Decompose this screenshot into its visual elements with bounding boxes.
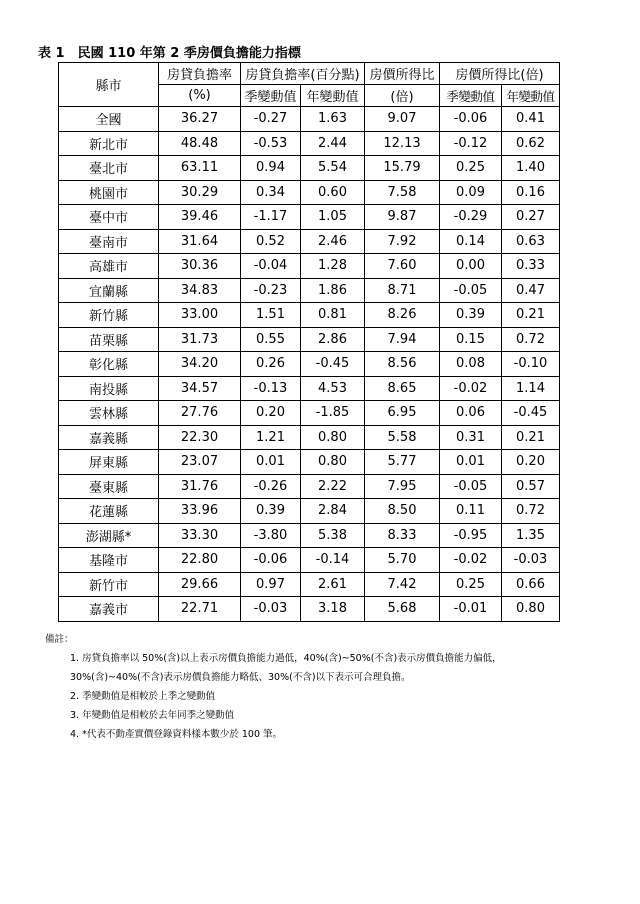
cell-mortgage-ratio: 34.20: [159, 352, 241, 377]
table-row: [59, 229, 560, 254]
cell-mortgage-qoq: 0.55: [241, 327, 301, 352]
note-item: 1. 房貸負擔率以 50%(含)以上表示房價負擔能力過低，40%(含)~50%(不含)表示房價負擔能力偏低，: [70, 653, 502, 664]
cell-pir-yoy: 0.72: [502, 327, 560, 352]
cell-mortgage-yoy: 0.80: [301, 425, 365, 450]
cell-mortgage-yoy: 1.86: [301, 278, 365, 303]
cell-pir: 7.60: [365, 254, 440, 279]
cell-mortgage-ratio: 31.76: [159, 474, 241, 499]
cell-pir-yoy: 0.21: [502, 303, 560, 328]
table-row: [59, 523, 560, 548]
notes-list: [45, 649, 502, 744]
cell-mortgage-ratio: 22.30: [159, 425, 241, 450]
cell-mortgage-yoy: -0.45: [301, 352, 365, 377]
cell-region: 全國: [59, 107, 159, 132]
cell-pir: 7.42: [365, 572, 440, 597]
cell-pir: 5.58: [365, 425, 440, 450]
cell-mortgage-ratio: 31.64: [159, 229, 241, 254]
cell-mortgage-yoy: 2.22: [301, 474, 365, 499]
table-row: [59, 107, 560, 132]
cell-pir-qoq: -0.29: [440, 205, 502, 230]
cell-region: 南投縣: [59, 376, 159, 401]
cell-region: 花蓮縣: [59, 499, 159, 524]
cell-pir: 7.92: [365, 229, 440, 254]
cell-pir: 6.95: [365, 401, 440, 426]
cell-mortgage-yoy: -0.14: [301, 548, 365, 573]
cell-pir-yoy: 0.33: [502, 254, 560, 279]
cell-pir-yoy: 0.16: [502, 180, 560, 205]
cell-mortgage-ratio: 34.57: [159, 376, 241, 401]
cell-mortgage-qoq: -0.23: [241, 278, 301, 303]
cell-mortgage-qoq: 0.20: [241, 401, 301, 426]
cell-mortgage-qoq: -0.13: [241, 376, 301, 401]
cell-pir-yoy: 0.21: [502, 425, 560, 450]
cell-pir-qoq: 0.09: [440, 180, 502, 205]
table-row: [59, 180, 560, 205]
cell-mortgage-yoy: 2.61: [301, 572, 365, 597]
cell-mortgage-ratio: 22.80: [159, 548, 241, 573]
table-row: [59, 303, 560, 328]
cell-mortgage-ratio: 63.11: [159, 156, 241, 181]
cell-mortgage-qoq: -0.26: [241, 474, 301, 499]
cell-pir-qoq: 0.25: [440, 572, 502, 597]
cell-region: 苗栗縣: [59, 327, 159, 352]
cell-mortgage-yoy: 2.46: [301, 229, 365, 254]
cell-mortgage-ratio: 30.36: [159, 254, 241, 279]
table-row: [59, 156, 560, 181]
cell-pir: 5.70: [365, 548, 440, 573]
cell-mortgage-ratio: 36.27: [159, 107, 241, 132]
cell-pir: 12.13: [365, 131, 440, 156]
cell-mortgage-qoq: -0.27: [241, 107, 301, 132]
cell-mortgage-ratio: 33.30: [159, 523, 241, 548]
cell-pir-qoq: -0.02: [440, 548, 502, 573]
cell-mortgage-qoq: -0.53: [241, 131, 301, 156]
cell-region: 宜蘭縣: [59, 278, 159, 303]
cell-pir: 7.58: [365, 180, 440, 205]
cell-pir-yoy: 0.41: [502, 107, 560, 132]
note-item: 3. 年變動值是相較於去年同季之變動值: [70, 710, 235, 721]
cell-pir-yoy: 0.66: [502, 572, 560, 597]
cell-pir: 9.87: [365, 205, 440, 230]
affordability-table: [58, 62, 560, 622]
cell-mortgage-yoy: 0.80: [301, 450, 365, 475]
cell-pir-yoy: 0.27: [502, 205, 560, 230]
cell-pir-qoq: -0.95: [440, 523, 502, 548]
cell-mortgage-qoq: 0.26: [241, 352, 301, 377]
table-row: [59, 450, 560, 475]
cell-pir: 5.77: [365, 450, 440, 475]
table-row: [59, 572, 560, 597]
table-row: [59, 254, 560, 279]
cell-region: 臺南市: [59, 229, 159, 254]
cell-pir-qoq: -0.05: [440, 278, 502, 303]
cell-pir: 9.07: [365, 107, 440, 132]
cell-mortgage-ratio: 34.83: [159, 278, 241, 303]
cell-pir-qoq: 0.11: [440, 499, 502, 524]
table-row: [59, 131, 560, 156]
cell-pir-yoy: 0.47: [502, 278, 560, 303]
cell-region: 新竹市: [59, 572, 159, 597]
cell-mortgage-ratio: 33.00: [159, 303, 241, 328]
header-pir-yoy: 年變動值: [502, 85, 560, 107]
cell-mortgage-yoy: 1.63: [301, 107, 365, 132]
cell-region: 嘉義市: [59, 597, 159, 622]
cell-pir-yoy: 0.57: [502, 474, 560, 499]
cell-region: 高雄市: [59, 254, 159, 279]
table-row: [59, 205, 560, 230]
header-mortgage-unit: (%): [159, 85, 241, 107]
cell-mortgage-ratio: 22.71: [159, 597, 241, 622]
cell-pir: 5.68: [365, 597, 440, 622]
table-row: [59, 352, 560, 377]
cell-pir: 7.95: [365, 474, 440, 499]
table-body: [59, 107, 560, 622]
cell-region: 臺北市: [59, 156, 159, 181]
table-row: [59, 425, 560, 450]
header-mortgage-yoy: 年變動值: [301, 85, 365, 107]
cell-mortgage-yoy: 3.18: [301, 597, 365, 622]
table-row: [59, 327, 560, 352]
header-pir: 房價所得比: [365, 63, 440, 85]
cell-pir-qoq: 0.00: [440, 254, 502, 279]
cell-mortgage-qoq: -0.04: [241, 254, 301, 279]
cell-mortgage-yoy: -1.85: [301, 401, 365, 426]
note-item: 2. 季變動值是相較於上季之變動值: [70, 691, 216, 702]
cell-pir-yoy: 0.72: [502, 499, 560, 524]
cell-mortgage-ratio: 33.96: [159, 499, 241, 524]
cell-pir-qoq: 0.14: [440, 229, 502, 254]
notes-label: 備註：: [45, 634, 74, 645]
cell-mortgage-qoq: 0.01: [241, 450, 301, 475]
table-row: [59, 278, 560, 303]
cell-pir: 8.50: [365, 499, 440, 524]
cell-pir-yoy: 1.35: [502, 523, 560, 548]
table-row: [59, 597, 560, 622]
cell-pir: 8.71: [365, 278, 440, 303]
cell-mortgage-ratio: 31.73: [159, 327, 241, 352]
cell-mortgage-qoq: 0.52: [241, 229, 301, 254]
header-mortgage-qoq: 季變動值: [241, 85, 301, 107]
cell-pir-qoq: 0.15: [440, 327, 502, 352]
cell-pir-qoq: 0.01: [440, 450, 502, 475]
cell-mortgage-yoy: 1.28: [301, 254, 365, 279]
notes-section: [45, 630, 502, 744]
cell-pir: 7.94: [365, 327, 440, 352]
cell-region: 澎湖縣*: [59, 523, 159, 548]
note-item: 4. *代表不動產實價登錄資料樣本數少於 100 筆。: [70, 729, 283, 740]
cell-pir-qoq: 0.08: [440, 352, 502, 377]
cell-mortgage-ratio: 27.76: [159, 401, 241, 426]
cell-mortgage-yoy: 4.53: [301, 376, 365, 401]
cell-mortgage-qoq: -1.17: [241, 205, 301, 230]
cell-mortgage-yoy: 5.54: [301, 156, 365, 181]
cell-region: 嘉義縣: [59, 425, 159, 450]
table-row: [59, 401, 560, 426]
cell-region: 臺東縣: [59, 474, 159, 499]
cell-pir-qoq: -0.05: [440, 474, 502, 499]
cell-region: 屏東縣: [59, 450, 159, 475]
cell-pir-qoq: -0.01: [440, 597, 502, 622]
cell-pir: 8.33: [365, 523, 440, 548]
cell-mortgage-yoy: 0.60: [301, 180, 365, 205]
cell-pir-yoy: -0.45: [502, 401, 560, 426]
cell-mortgage-qoq: -0.06: [241, 548, 301, 573]
cell-mortgage-qoq: 0.39: [241, 499, 301, 524]
header-pir-unit: (倍): [365, 85, 440, 107]
cell-mortgage-qoq: -0.03: [241, 597, 301, 622]
table-title: 表 1 民國 110 年第 2 季房價負擔能力指標: [38, 46, 301, 61]
header-mortgage-ratio: 房貸負擔率: [159, 63, 241, 85]
cell-pir: 8.26: [365, 303, 440, 328]
header-region: 縣市: [59, 63, 159, 107]
cell-pir-qoq: 0.06: [440, 401, 502, 426]
cell-mortgage-qoq: -3.80: [241, 523, 301, 548]
cell-pir-yoy: 1.40: [502, 156, 560, 181]
cell-pir-yoy: 0.20: [502, 450, 560, 475]
cell-mortgage-qoq: 1.51: [241, 303, 301, 328]
cell-mortgage-ratio: 39.46: [159, 205, 241, 230]
cell-pir-qoq: 0.25: [440, 156, 502, 181]
cell-mortgage-yoy: 2.86: [301, 327, 365, 352]
cell-mortgage-qoq: 0.97: [241, 572, 301, 597]
header-pir-change: 房價所得比(倍): [440, 63, 560, 85]
cell-pir-qoq: 0.31: [440, 425, 502, 450]
cell-region: 桃園市: [59, 180, 159, 205]
cell-mortgage-ratio: 30.29: [159, 180, 241, 205]
cell-pir-qoq: 0.39: [440, 303, 502, 328]
header-mortgage-change: 房貸負擔率(百分點): [241, 63, 365, 85]
cell-mortgage-ratio: 29.66: [159, 572, 241, 597]
cell-pir-yoy: 0.63: [502, 229, 560, 254]
table-row: [59, 548, 560, 573]
cell-mortgage-qoq: 0.94: [241, 156, 301, 181]
cell-mortgage-qoq: 0.34: [241, 180, 301, 205]
cell-mortgage-ratio: 48.48: [159, 131, 241, 156]
table-row: [59, 376, 560, 401]
cell-pir: 15.79: [365, 156, 440, 181]
cell-pir-yoy: 0.62: [502, 131, 560, 156]
cell-region: 雲林縣: [59, 401, 159, 426]
cell-pir-yoy: 0.80: [502, 597, 560, 622]
cell-pir-yoy: -0.03: [502, 548, 560, 573]
cell-region: 新北市: [59, 131, 159, 156]
table-row: [59, 499, 560, 524]
cell-pir-yoy: 1.14: [502, 376, 560, 401]
cell-mortgage-yoy: 2.44: [301, 131, 365, 156]
cell-pir-qoq: -0.02: [440, 376, 502, 401]
cell-region: 彰化縣: [59, 352, 159, 377]
cell-mortgage-yoy: 2.84: [301, 499, 365, 524]
cell-region: 基隆市: [59, 548, 159, 573]
cell-mortgage-yoy: 0.81: [301, 303, 365, 328]
cell-pir-qoq: -0.06: [440, 107, 502, 132]
cell-region: 新竹縣: [59, 303, 159, 328]
header-pir-qoq: 季變動值: [440, 85, 502, 107]
cell-mortgage-qoq: 1.21: [241, 425, 301, 450]
cell-pir: 8.56: [365, 352, 440, 377]
note-item: 30%(含)~40%(不含)表示房價負擔能力略低、30%(不含)以下表示可合理負擔。: [70, 672, 411, 683]
cell-mortgage-ratio: 23.07: [159, 450, 241, 475]
cell-pir-yoy: -0.10: [502, 352, 560, 377]
cell-mortgage-yoy: 1.05: [301, 205, 365, 230]
table-row: [59, 474, 560, 499]
header-row-1: [59, 63, 560, 85]
cell-pir: 8.65: [365, 376, 440, 401]
cell-mortgage-yoy: 5.38: [301, 523, 365, 548]
cell-region: 臺中市: [59, 205, 159, 230]
cell-pir-qoq: -0.12: [440, 131, 502, 156]
